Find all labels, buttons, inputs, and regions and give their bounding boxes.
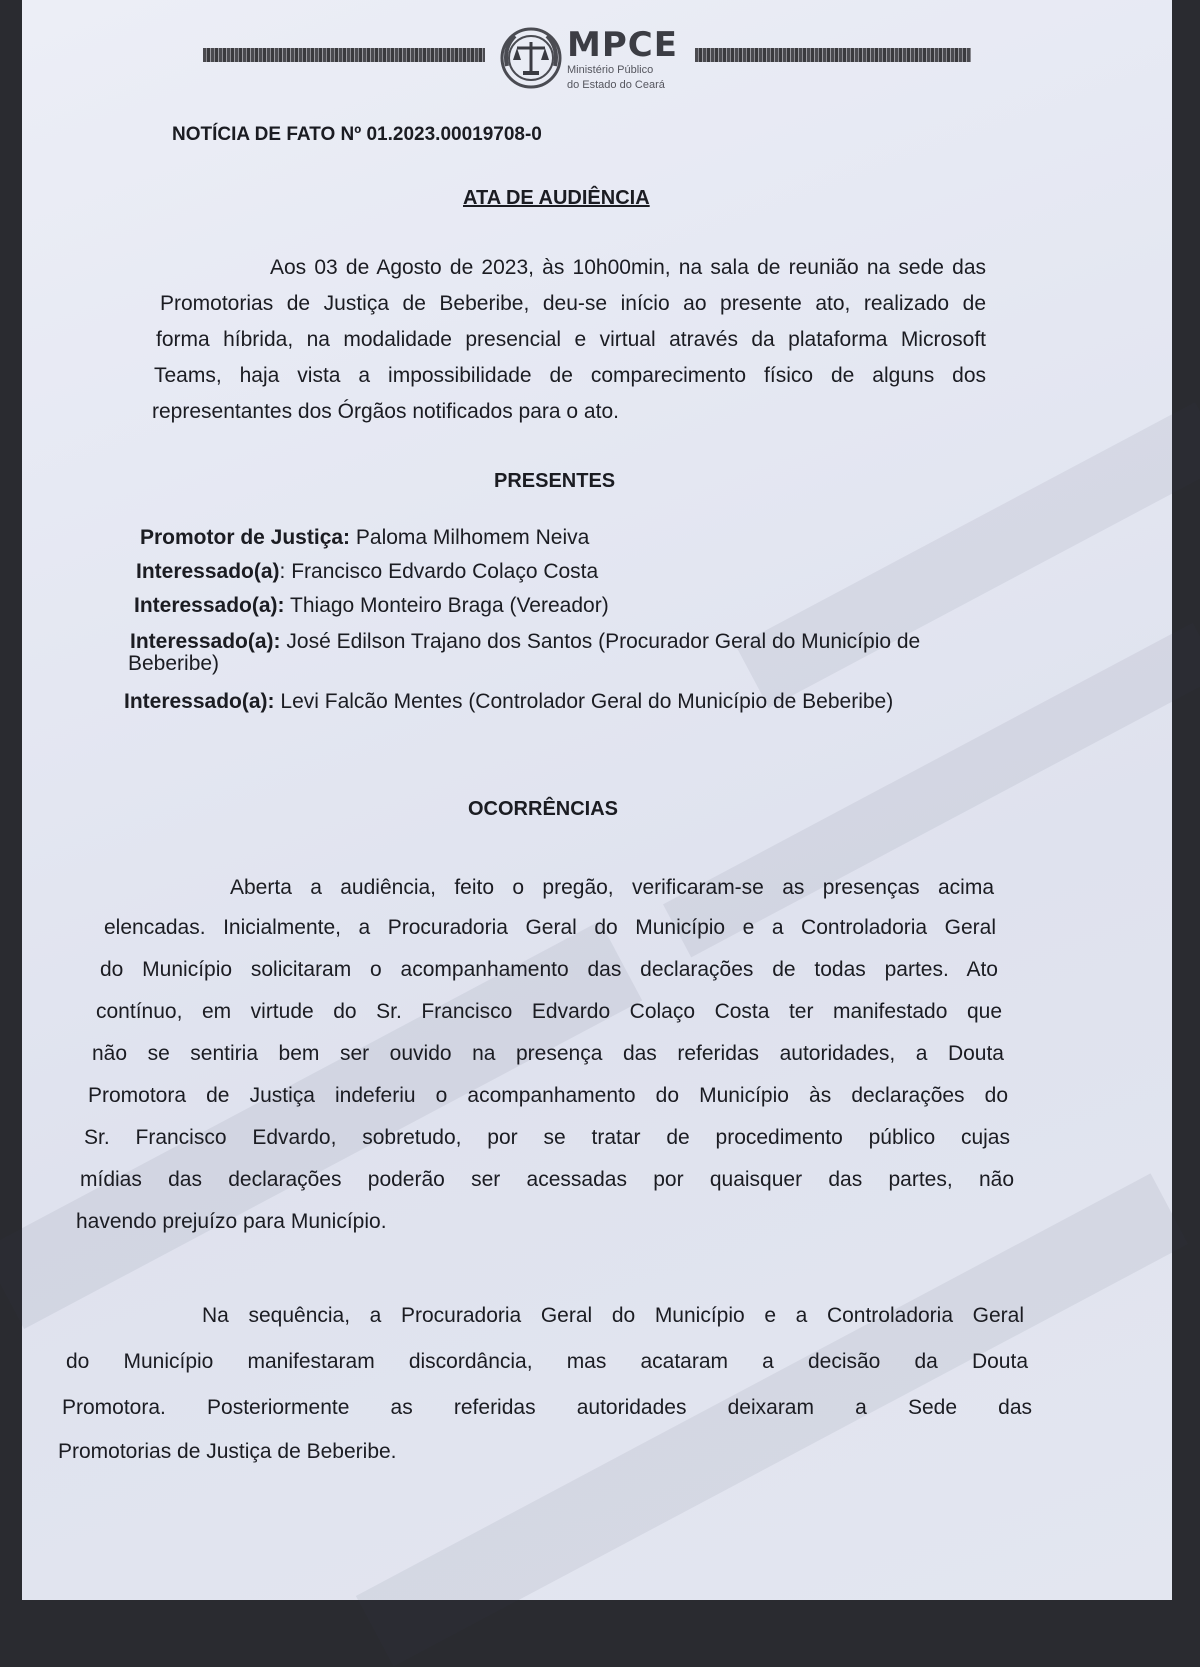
- letterhead-rule-right: [695, 48, 971, 62]
- occurrence-line: contínuo, em virtude do Sr. Francisco Edvardo Colaço Costa ter manifestado que: [96, 1000, 1002, 1023]
- attendee-row: [134, 594, 609, 618]
- document-page: [22, 0, 1172, 1600]
- intro-line: Aos 03 de Agosto de 2023, às 10h00min, na sala de reunião na sede das: [270, 256, 986, 279]
- occurrence-line: mídias das declarações poderão ser acessadas por quaisquer das partes, não: [80, 1168, 1014, 1191]
- intro-line: representantes dos Órgãos notificados para o ato.: [152, 400, 619, 423]
- attendee-row: [140, 526, 589, 550]
- occurrences-heading: OCORRÊNCIAS: [468, 798, 619, 820]
- attendee-role: Interessado(a): [136, 560, 280, 583]
- intro-line: Promotorias de Justiça de Beberibe, deu-se início ao presente ato, realizado de: [160, 292, 986, 315]
- occurrence-line: do Município manifestaram discordância, mas acataram a decisão da Douta: [66, 1350, 1028, 1373]
- occurrence-line: do Município solicitaram o acompanhamento das declarações de todas partes. Ato: [100, 958, 998, 981]
- occurrence-line: Na sequência, a Procuradoria Geral do Município e a Controladoria Geral: [202, 1304, 1024, 1327]
- intro-line: forma híbrida, na modalidade presencial e virtual através da plataforma Microsoft: [156, 328, 986, 351]
- occurrence-line: Promotora. Posteriormente as referidas autoridades deixaram a Sede das: [62, 1396, 1032, 1419]
- attendee-role: Interessado(a):: [130, 630, 281, 653]
- attendee-name-continued: Beberibe): [128, 652, 220, 675]
- brand-name: MPCE: [567, 25, 678, 65]
- occurrence-line: elencadas. Inicialmente, a Procuradoria Geral do Município e a Controladoria Geral: [104, 916, 996, 939]
- attendee-row: [130, 630, 920, 654]
- scales-of-justice-seal-icon: [497, 26, 565, 90]
- occurrence-line: Promotorias de Justiça de Beberibe.: [58, 1440, 397, 1463]
- occurrence-line: Sr. Francisco Edvardo, sobretudo, por se tratar de procedimento público cujas: [84, 1126, 1010, 1149]
- brand-line-2: do Estado do Ceará: [567, 79, 665, 91]
- occurrence-line: não se sentiria bem ser ouvido na presença das referidas autoridades, a Douta: [92, 1042, 1004, 1065]
- letterhead: [187, 24, 987, 96]
- occurrence-line: havendo prejuízo para Município.: [76, 1210, 387, 1233]
- attendee-role: Promotor de Justiça:: [140, 526, 351, 549]
- occurrence-line: Promotora de Justiça indeferiu o acompanhamento do Município às declarações do: [88, 1084, 1008, 1107]
- attendee-role: Interessado(a):: [134, 594, 285, 617]
- occurrence-line: Aberta a audiência, feito o pregão, verificaram-se as presenças acima: [230, 876, 994, 899]
- letterhead-rule-left: [203, 48, 485, 62]
- attendee-name: José Edilson Trajano dos Santos (Procurador Geral do Município de: [286, 630, 921, 653]
- mpce-logo: [567, 25, 678, 92]
- attendee-name: : Francisco Edvardo Colaço Costa: [279, 560, 599, 583]
- attendee-name: Thiago Monteiro Braga (Vereador): [290, 594, 609, 617]
- attendee-role: Interessado(a):: [124, 690, 275, 713]
- intro-line: Teams, haja vista a impossibilidade de comparecimento físico de alguns dos: [154, 364, 986, 387]
- attendee-name: Paloma Milhomem Neiva: [355, 526, 590, 549]
- attendee-row: [124, 690, 893, 714]
- attendee-name: Levi Falcão Mentes (Controlador Geral do Município de Beberibe): [280, 690, 894, 713]
- present-heading: PRESENTES: [494, 470, 616, 492]
- brand-line-1: Ministério Público: [567, 64, 654, 76]
- attendee-row: [136, 560, 598, 584]
- document-title: ATA DE AUDIÊNCIA: [463, 187, 650, 209]
- case-number: NOTÍCIA DE FATO Nº 01.2023.00019708-0: [172, 124, 542, 145]
